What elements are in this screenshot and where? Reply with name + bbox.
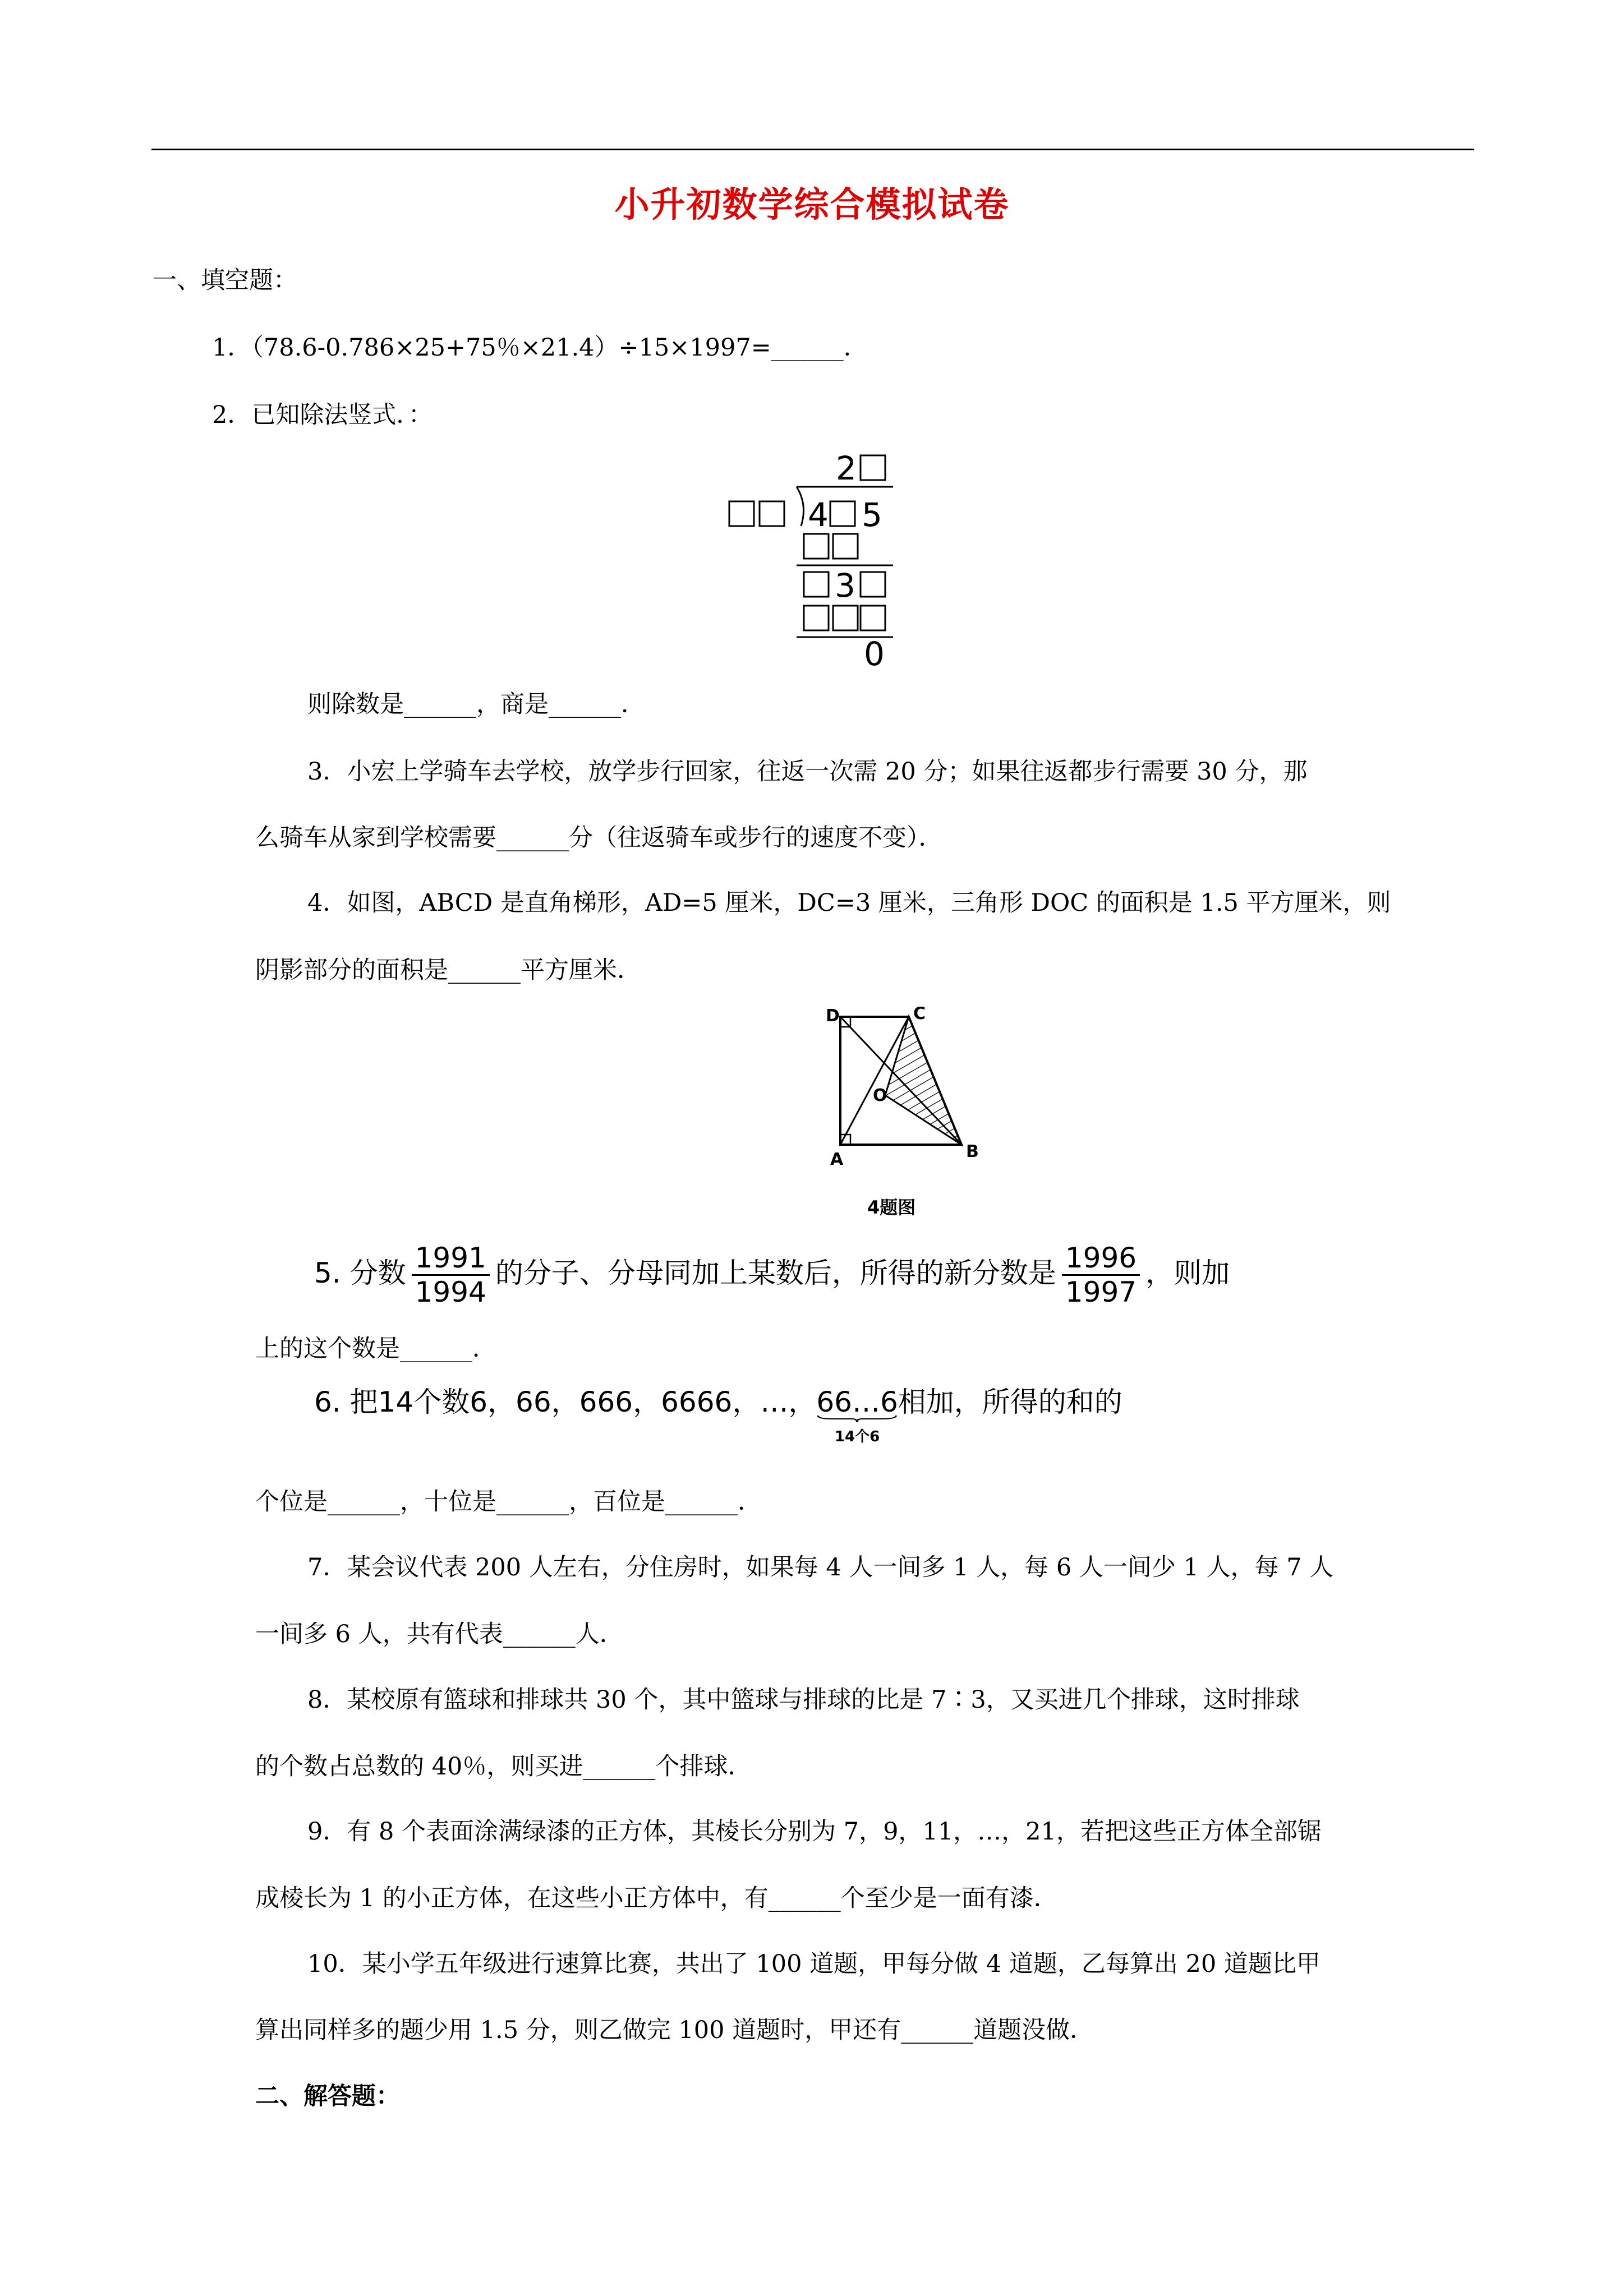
question-7-line2: 一间多 6 人，共有代表______人．	[255, 1620, 624, 1648]
vertex-label-o: O	[873, 1086, 887, 1105]
question-10-line1: 10．某小学五年级进行速算比赛，共出了 100 道题，甲每分做 4 道题，乙每算出 20 道题比甲	[307, 1950, 1321, 1978]
partial-digit: 3	[835, 566, 855, 605]
question-3-line2: 么骑车从家到学校需要______分（往返骑车或步行的速度不变）．	[255, 824, 943, 852]
vertex-label-b: B	[966, 1142, 979, 1161]
question-8-line2: 的个数占总数的 40％，则买进______个排球．	[255, 1753, 752, 1781]
section-fill-blank-heading: 一、填空题：	[153, 266, 297, 294]
diagonal-db	[840, 1017, 961, 1145]
blank-box	[760, 501, 784, 526]
blank-box	[830, 501, 855, 526]
question-3-line1: 3．小宏上学骑车去学校，放学步行回家，往返一次需 20 分；如果往返都步行需要 30 分，那	[307, 758, 1308, 786]
remainder-digit: 0	[864, 635, 885, 667]
braced-number	[816, 1385, 898, 1445]
fraction-denominator: 1994	[415, 1276, 486, 1308]
vertex-label-d: D	[826, 1007, 840, 1026]
dividend-digit: 5	[862, 496, 882, 534]
question-5-line2: 上的这个数是______．	[255, 1335, 496, 1363]
q6-prefix: 6. 把14个数6，66，666，6666，…，	[314, 1386, 817, 1418]
blank-box	[861, 572, 885, 597]
blank-box	[833, 606, 858, 630]
trapezoid-figure	[819, 1007, 987, 1220]
fraction-numerator: 1996	[1062, 1242, 1140, 1276]
q6-suffix: 相加，所得的和的	[898, 1386, 1122, 1418]
header-rule	[151, 149, 1474, 150]
division-figure	[724, 443, 914, 667]
question-4-line2: 阴影部分的面积是______平方厘米．	[255, 956, 641, 984]
question-2-intro: 2．已知除法竖式．：	[212, 401, 433, 429]
braced-number-text: 66…6	[816, 1386, 898, 1418]
fraction-1996-1997	[1062, 1242, 1140, 1308]
question-6-line1	[314, 1385, 1122, 1445]
question-4-line1: 4．如图，ABCD 是直角梯形，AD=5 厘米，DC=3 厘米，三角形 DOC 的面积是 1.5 平方厘米，则	[307, 889, 1391, 917]
shaded-triangle	[885, 1017, 961, 1145]
fraction-numerator: 1991	[412, 1242, 490, 1276]
fraction-1991-1994	[412, 1242, 490, 1308]
question-7-line1: 7．某会议代表 200 人左右，分住房时，如果每 4 人一间多 1 人，每 6 人一间少 1 人，每 7 人	[307, 1553, 1334, 1582]
question-6-line2: 个位是______，十位是______，百位是______．	[255, 1488, 762, 1516]
question-9-line2: 成棱长为 1 的小正方体，在这些小正方体中，有______个至少是一面有漆．	[255, 1884, 1058, 1912]
figure-caption: 4题图	[867, 1197, 916, 1218]
section-answer-heading: 二、解答题：	[255, 2082, 400, 2110]
question-8-line1: 8．某校原有篮球和排球共 30 个，其中篮球与排球的比是 7∶3，又买进几个排球，这时排球	[307, 1686, 1300, 1714]
question-1: 1．（78.6-0.786×25+75％×21.4）÷15×1997=______．	[212, 334, 868, 362]
blank-box	[729, 501, 754, 526]
blank-box	[804, 606, 829, 630]
blank-box	[804, 534, 829, 559]
dividend-digit: 4	[808, 496, 829, 534]
q5-suffix: ，则加	[1145, 1257, 1230, 1289]
question-9-line1: 9．有 8 个表面涂满绿漆的正方体，其棱长分别为 7，9，11，…，21，若把这些正方体全部锯	[307, 1818, 1322, 1846]
division-bracket	[797, 487, 804, 526]
question-10-line2: 算出同样多的题少用 1.5 分，则乙做完 100 道题时，甲还有______道题没做．	[255, 2016, 1094, 2044]
brace-note: 14个6	[834, 1428, 880, 1445]
question-5-line1	[314, 1239, 1230, 1308]
fraction-denominator: 1997	[1065, 1276, 1137, 1308]
q5-middle: 的分子、分母同加上某数后，所得的新分数是	[495, 1257, 1056, 1289]
q5-prefix: 5. 分数	[314, 1257, 406, 1289]
quotient-digit: 2	[836, 449, 857, 487]
vertex-label-a: A	[830, 1150, 844, 1169]
blank-box	[804, 572, 829, 597]
page-title: 小升初数学综合模拟试卷	[614, 184, 1010, 225]
blank-box	[861, 606, 885, 630]
blank-box	[833, 534, 858, 559]
blank-box	[861, 455, 885, 480]
vertex-label-c: C	[913, 1007, 926, 1023]
question-2-answer: 则除数是______，商是______．	[307, 690, 645, 718]
